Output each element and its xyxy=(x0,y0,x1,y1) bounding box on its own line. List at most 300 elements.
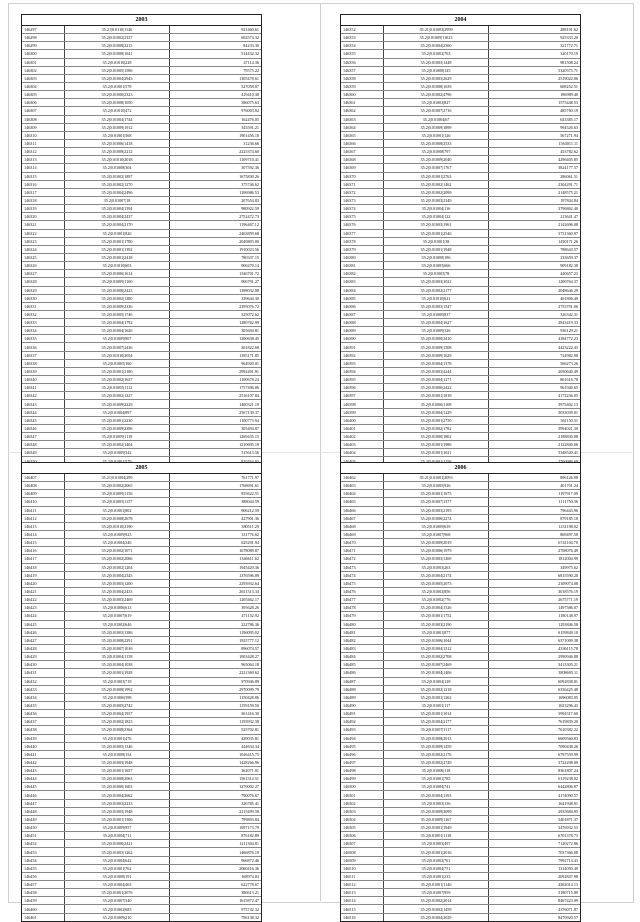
record-id: 146356 xyxy=(341,58,384,66)
record-id: 146316 xyxy=(22,180,65,188)
table-row xyxy=(341,539,580,547)
record-value: 2293932.64 xyxy=(170,579,262,587)
table-row xyxy=(341,628,580,636)
record-coordinates: 35.2|0.01008|186 xyxy=(384,253,489,261)
record-coordinates: 35.2|0.01000|2421 xyxy=(65,840,170,848)
table-row xyxy=(341,278,580,286)
record-coordinates: 35.2|0.01007|1117 xyxy=(384,726,489,734)
record-coordinates: 35.2|0.01003|2195 xyxy=(384,506,489,514)
record-value: 1696083.05 xyxy=(489,693,581,701)
record-value: 3994021.30 xyxy=(489,424,581,432)
record-id: 146516 xyxy=(341,913,384,921)
table-row xyxy=(341,335,580,343)
record-coordinates: 35.2|0.01000|2323 xyxy=(65,91,170,99)
table-row xyxy=(22,294,261,302)
record-id: 146363 xyxy=(341,115,384,123)
record-id: 146376 xyxy=(341,221,384,229)
record-value: 326342.31 xyxy=(489,310,581,318)
record-value: 2516107.84 xyxy=(170,392,262,400)
record-id: 146483 xyxy=(341,644,384,652)
record-value: 3796862.40 xyxy=(489,205,581,213)
record-coordinates: 35.2|0.01004|741 xyxy=(384,783,489,791)
record-coordinates: 35.2|0.01001|2418 xyxy=(65,253,170,261)
record-id: 146503 xyxy=(341,807,384,815)
record-value: 975742.32 xyxy=(170,905,262,913)
record-value: 1675830.26 xyxy=(170,172,262,180)
record-id: 146411 xyxy=(22,506,65,514)
record-coordinates: 35.2|0.01005|2073 xyxy=(384,579,489,587)
table-row xyxy=(22,34,261,42)
table-row xyxy=(22,433,261,441)
table-row xyxy=(341,302,580,310)
record-id: 146457 xyxy=(22,881,65,889)
record-coordinates: 35.2|0.01006|1044 xyxy=(384,636,489,644)
record-value: 1812004.99 xyxy=(489,555,581,563)
record-id: 146424 xyxy=(22,612,65,620)
table-row xyxy=(22,539,261,547)
table-row xyxy=(341,571,580,579)
record-coordinates: 35.2|0.01004|1626 xyxy=(65,327,170,335)
record-id: 146413 xyxy=(22,522,65,530)
record-id: 146403 xyxy=(341,441,384,449)
record-value: 1100773.94 xyxy=(170,416,262,424)
record-value: 2708076.49 xyxy=(489,547,581,555)
record-coordinates: 35.2|0.01002|856 xyxy=(384,587,489,595)
table-row xyxy=(22,319,261,327)
record-coordinates: 35.2|0.01005|1157 xyxy=(65,498,170,506)
record-value: 1196467.12 xyxy=(170,221,262,229)
record-coordinates: 35.2|0.01004|2029 xyxy=(384,913,489,921)
record-coordinates: 35.2|0.01010|472 xyxy=(65,107,170,115)
record-value: 305694.81 xyxy=(170,327,262,335)
table-row xyxy=(341,148,580,156)
record-id: 146434 xyxy=(22,693,65,701)
record-coordinates: 35.2|0.01003|2190 xyxy=(384,620,489,628)
record-value: 8467423.09 xyxy=(489,897,581,905)
panel-title: 2005 xyxy=(22,463,261,474)
table-row xyxy=(341,42,580,50)
record-coordinates: 35.21|0.0110|1146 xyxy=(65,26,170,34)
record-id: 146435 xyxy=(22,701,65,709)
table-row xyxy=(22,335,261,343)
record-id: 146352 xyxy=(341,26,384,34)
record-value: 485760.19 xyxy=(489,107,581,115)
table-row xyxy=(22,710,261,718)
record-coordinates: 35.2|0.01004|2496 xyxy=(65,188,170,196)
record-value: 1400321.19 xyxy=(170,400,262,408)
table-row xyxy=(22,107,261,115)
record-value: 6701378.73 xyxy=(489,832,581,840)
record-value: 861616.78 xyxy=(489,376,581,384)
record-coordinates: 35.2|0.01004|642 xyxy=(65,856,170,864)
record-id: 146357 xyxy=(341,66,384,74)
record-coordinates: 35.2|0.01008|191 xyxy=(65,872,170,880)
record-id: 146430 xyxy=(22,661,65,669)
table-row xyxy=(341,506,580,514)
table-row xyxy=(341,775,580,783)
record-coordinates: 35.2|0.01008|2364 xyxy=(65,726,170,734)
record-value: 3476932.53 xyxy=(489,824,581,832)
record-value: 869497.58 xyxy=(489,530,581,538)
record-value: 6159849.10 xyxy=(489,628,581,636)
record-id: 146329 xyxy=(22,286,65,294)
table-row xyxy=(341,82,580,90)
record-coordinates: 35.2|0.01004|897 xyxy=(65,408,170,416)
data-panel-1 xyxy=(21,14,262,474)
table-row xyxy=(341,856,580,864)
record-coordinates: 35.2|0.01009|1459 xyxy=(384,742,489,750)
record-coordinates: 35.2|0.01009|2040 xyxy=(384,156,489,164)
record-id: 146499 xyxy=(341,775,384,783)
record-id: 146360 xyxy=(341,91,384,99)
record-value: 4376071.87 xyxy=(489,905,581,913)
table-row xyxy=(341,815,580,823)
record-value: 197844.84 xyxy=(489,196,581,204)
record-value: 1450171.26 xyxy=(489,237,581,245)
record-coordinates: 35.2|0.01004|1937 xyxy=(65,710,170,718)
record-coordinates: 35.2|0.01010|2018 xyxy=(65,156,170,164)
record-coordinates: 35.2|0.01002|1782 xyxy=(384,424,489,432)
table-row xyxy=(341,587,580,595)
record-id: 146436 xyxy=(22,710,65,718)
table-row xyxy=(22,180,261,188)
record-coordinates: 35.2|0.01004|2170 xyxy=(65,221,170,229)
record-value: 339644.30 xyxy=(170,294,262,302)
table-row xyxy=(22,91,261,99)
record-coordinates: 35.2|0.01001|233 xyxy=(384,872,489,880)
record-coordinates: 35.2|0.01002|1459 xyxy=(384,905,489,913)
record-id: 146469 xyxy=(341,530,384,538)
record-coordinates: 35.2|0.01008|1050 xyxy=(65,99,170,107)
record-id: 146439 xyxy=(22,734,65,742)
record-coordinates: 35.2|0.01002|2066 xyxy=(65,555,170,563)
record-coordinates: 35.2|0.01005|1586 xyxy=(65,66,170,74)
table-row xyxy=(341,669,580,677)
record-id: 146304 xyxy=(22,82,65,90)
table-row xyxy=(22,441,261,449)
table-row xyxy=(341,563,580,571)
record-id: 146459 xyxy=(22,897,65,905)
record-value: 7992714.43 xyxy=(489,856,581,864)
table-row xyxy=(22,205,261,213)
table-row xyxy=(22,563,261,571)
table-row xyxy=(22,229,261,237)
table-row xyxy=(22,750,261,758)
record-coordinates: 35.2|0.01005|926 xyxy=(384,482,489,490)
record-coordinates: 35.2|0.01001|1657 xyxy=(65,767,170,775)
record-value: 2519022.06 xyxy=(489,74,581,82)
record-id: 146383 xyxy=(341,278,384,286)
record-id: 146349 xyxy=(22,449,65,457)
record-value: 3808695.11 xyxy=(489,669,581,677)
table-row xyxy=(341,180,580,188)
record-coordinates: 35.2|0.01004|711 xyxy=(65,832,170,840)
record-id: 146476 xyxy=(341,587,384,595)
table-row xyxy=(341,327,580,335)
table-row xyxy=(341,26,580,34)
record-coordinates: 35.2|0.01003|1269 xyxy=(384,555,489,563)
record-value: 1159159.50 xyxy=(170,701,262,709)
table-row xyxy=(341,832,580,840)
record-coordinates: 35.2|0.01004|2177 xyxy=(384,718,489,726)
record-id: 146450 xyxy=(22,824,65,832)
record-value: 921460.61 xyxy=(170,26,262,34)
table-row xyxy=(341,710,580,718)
record-value: 6741104.70 xyxy=(489,539,581,547)
table-row xyxy=(22,416,261,424)
record-value: 471152.92 xyxy=(170,612,262,620)
record-coordinates: 35.2|0.01009|1167 xyxy=(384,815,489,823)
record-id: 146468 xyxy=(341,522,384,530)
record-coordinates: 35.2|0.01003|1200 xyxy=(65,579,170,587)
record-coordinates: 35.2|0.01003|1961 xyxy=(384,221,489,229)
record-value: 1193932.38 xyxy=(170,718,262,726)
record-id: 146455 xyxy=(22,864,65,872)
table-row xyxy=(341,653,580,661)
table-row xyxy=(341,359,580,367)
record-coordinates: 35.2|0.01007|1016 xyxy=(65,644,170,652)
record-coordinates: 35.2|0.01010|2054 xyxy=(65,351,170,359)
record-value: 8361807.24 xyxy=(489,767,581,775)
table-row xyxy=(22,498,261,506)
record-coordinates: 35.2|0.01004|1526 xyxy=(384,604,489,612)
table-row xyxy=(341,734,580,742)
record-id: 146401 xyxy=(341,424,384,432)
record-id: 146420 xyxy=(22,579,65,587)
record-id: 146438 xyxy=(22,726,65,734)
record-coordinates: 35.2|0.01002|1823 xyxy=(65,718,170,726)
record-value: 909182.38 xyxy=(489,262,581,270)
table-row xyxy=(22,506,261,514)
record-coordinates: 35.2|0.01004|1394 xyxy=(65,205,170,213)
record-coordinates: 35.2|0.01006|598 xyxy=(65,693,170,701)
record-id: 146474 xyxy=(341,571,384,579)
record-value: 2395076.72 xyxy=(170,302,262,310)
record-value: 6442806.97 xyxy=(489,783,581,791)
record-value: 1497586.07 xyxy=(489,604,581,612)
table-row xyxy=(22,571,261,579)
record-coordinates: 35.2|0.01006|1108 xyxy=(384,400,489,408)
table-row xyxy=(22,530,261,538)
record-id: 146322 xyxy=(22,229,65,237)
record-coordinates: 35.2|0.01003|1948 xyxy=(65,807,170,815)
record-value: 1314050.49 xyxy=(489,864,581,872)
record-id: 146471 xyxy=(341,547,384,555)
table-row xyxy=(341,881,580,889)
record-coordinates: 35.2|0.01009|1629 xyxy=(384,351,489,359)
record-id: 146362 xyxy=(341,107,384,115)
record-id: 146504 xyxy=(341,815,384,823)
record-coordinates: 35.2|0.01001|1392 xyxy=(65,245,170,253)
table-row xyxy=(22,99,261,107)
record-id: 146463 xyxy=(341,482,384,490)
record-value: 2752472.73 xyxy=(170,213,262,221)
table-row xyxy=(341,693,580,701)
record-coordinates: 35.2|0.01001|117 xyxy=(384,701,489,709)
record-id: 146326 xyxy=(22,262,65,270)
table-row xyxy=(22,278,261,286)
record-id: 146306 xyxy=(22,99,65,107)
table-row xyxy=(22,522,261,530)
record-value: 1945420.36 xyxy=(170,563,262,571)
record-id: 146431 xyxy=(22,669,65,677)
record-coordinates: 35.2|0.01009|11023 xyxy=(384,34,489,42)
record-value: 622778.67 xyxy=(170,881,262,889)
record-coordinates: 35.2|0.01003|827 xyxy=(384,99,489,107)
record-coordinates: 35.2|0.01009|2099 xyxy=(384,807,489,815)
record-id: 146422 xyxy=(22,596,65,604)
record-coordinates: 35.2|0.01008|1992 xyxy=(65,685,170,693)
record-value: 419410.38 xyxy=(170,91,262,99)
record-value: 440657.23 xyxy=(489,270,581,278)
record-id: 146374 xyxy=(341,205,384,213)
record-id: 146321 xyxy=(22,221,65,229)
record-id: 146512 xyxy=(341,881,384,889)
table-row xyxy=(22,148,261,156)
data-panel-2 xyxy=(340,14,581,474)
table-row xyxy=(22,905,261,913)
record-id: 146390 xyxy=(341,335,384,343)
record-id: 146507 xyxy=(341,840,384,848)
table-row xyxy=(22,384,261,392)
record-coordinates: 35.2|0.01002|763 xyxy=(384,50,489,58)
record-id: 146509 xyxy=(341,856,384,864)
record-value: 625291.94 xyxy=(170,539,262,547)
table-row xyxy=(341,490,580,498)
record-coordinates: 35.2|0.01009|923 xyxy=(65,530,170,538)
table-row xyxy=(341,620,580,628)
record-coordinates: 35.21|0.01001|2093 xyxy=(384,474,489,482)
record-value: 936129.21 xyxy=(489,327,581,335)
table-row xyxy=(341,742,580,750)
record-value: 1398032.08 xyxy=(170,286,262,294)
record-value: 3413305.21 xyxy=(489,661,581,669)
table-row xyxy=(341,286,580,294)
record-value: 1925777.12 xyxy=(170,636,262,644)
table-row xyxy=(341,139,580,147)
table-row xyxy=(341,294,580,302)
record-value: 327058.07 xyxy=(170,82,262,90)
record-value: 6119238.02 xyxy=(489,775,581,783)
record-id: 146378 xyxy=(341,237,384,245)
record-value: 1231198.02 xyxy=(489,522,581,530)
record-value: 980922.59 xyxy=(170,205,262,213)
table-row xyxy=(22,50,261,58)
record-coordinates: 35.2|0.01004|2662 xyxy=(65,791,170,799)
record-id: 146418 xyxy=(22,563,65,571)
record-id: 146319 xyxy=(22,205,65,213)
table-row xyxy=(341,661,580,669)
record-coordinates: 35.2|0.01001|126 xyxy=(384,131,489,139)
table-row xyxy=(22,897,261,905)
table-row xyxy=(22,620,261,628)
record-value: 1026415.75 xyxy=(170,750,262,758)
record-value: 1910023.56 xyxy=(170,245,262,253)
record-value: 2221369.62 xyxy=(170,669,262,677)
record-coordinates: 35.2|0.01002|1637 xyxy=(65,376,170,384)
record-coordinates: 35.2|0.01008|2013 xyxy=(384,734,489,742)
record-value: 1210695.19 xyxy=(170,441,262,449)
record-id: 146368 xyxy=(341,156,384,164)
record-id: 146364 xyxy=(341,123,384,131)
table-row xyxy=(341,229,580,237)
table-row xyxy=(22,661,261,669)
table-row xyxy=(341,34,580,42)
record-value: 976003.02 xyxy=(170,107,262,115)
table-row xyxy=(341,726,580,734)
table-row xyxy=(22,677,261,685)
table-row xyxy=(22,758,261,766)
table-row xyxy=(341,897,580,905)
record-coordinates: 35.2|0.01004|1792 xyxy=(65,319,170,327)
record-id: 146382 xyxy=(341,270,384,278)
record-coordinates: 35.2|0.01009|342 xyxy=(65,449,170,457)
record-id: 146355 xyxy=(341,50,384,58)
table-row xyxy=(22,172,261,180)
record-value: 2990946.88 xyxy=(489,653,581,661)
record-id: 146451 xyxy=(22,832,65,840)
record-value: 2060416.36 xyxy=(170,864,262,872)
record-coordinates: 35.2|0.01004|1378 xyxy=(384,359,489,367)
record-id: 146323 xyxy=(22,237,65,245)
data-table xyxy=(341,474,580,921)
record-coordinates: 35.2|0.01008|797 xyxy=(384,148,489,156)
table-row xyxy=(22,587,261,595)
table-row xyxy=(341,115,580,123)
record-id: 146442 xyxy=(22,758,65,766)
table-row xyxy=(22,612,261,620)
table-row xyxy=(22,807,261,815)
record-value: 5348520.41 xyxy=(489,449,581,457)
record-id: 146311 xyxy=(22,139,65,147)
record-coordinates: 35.2|0.01004|2174 xyxy=(384,571,489,579)
table-row xyxy=(341,245,580,253)
table-row xyxy=(341,555,580,563)
record-id: 146447 xyxy=(22,799,65,807)
record-coordinates: 35.2|0.01001|578 xyxy=(65,82,170,90)
record-id: 146404 xyxy=(341,449,384,457)
record-id: 146445 xyxy=(22,783,65,791)
record-id: 146419 xyxy=(22,571,65,579)
record-value: 1757496.06 xyxy=(170,384,262,392)
record-id: 146452 xyxy=(22,840,65,848)
table-row xyxy=(341,791,580,799)
record-coordinates: 35.2|0.01009|2019 xyxy=(384,539,489,547)
record-value: 4423222.43 xyxy=(489,343,581,351)
record-coordinates: 35.2|0.01001|2230 xyxy=(65,416,170,424)
table-row xyxy=(341,213,580,221)
record-id: 146414 xyxy=(22,530,65,538)
table-row xyxy=(22,66,261,74)
record-id: 146370 xyxy=(341,172,384,180)
record-id: 146467 xyxy=(341,514,384,522)
record-value: 896126.08 xyxy=(489,474,581,482)
table-row xyxy=(22,856,261,864)
table-row xyxy=(341,498,580,506)
record-value: 1003428.27 xyxy=(170,653,262,661)
table-row xyxy=(341,270,580,278)
record-id: 146429 xyxy=(22,653,65,661)
record-coordinates: 35.2|0.01004|346 xyxy=(65,539,170,547)
record-value: 162476.05 xyxy=(170,115,262,123)
record-id: 146396 xyxy=(341,384,384,392)
record-value: 380511.29 xyxy=(170,522,262,530)
table-row xyxy=(341,107,580,115)
table-row xyxy=(22,799,261,807)
record-value: 1293846.58 xyxy=(489,620,581,628)
record-value: 796138.32 xyxy=(241,914,259,920)
record-id: 146385 xyxy=(341,294,384,302)
